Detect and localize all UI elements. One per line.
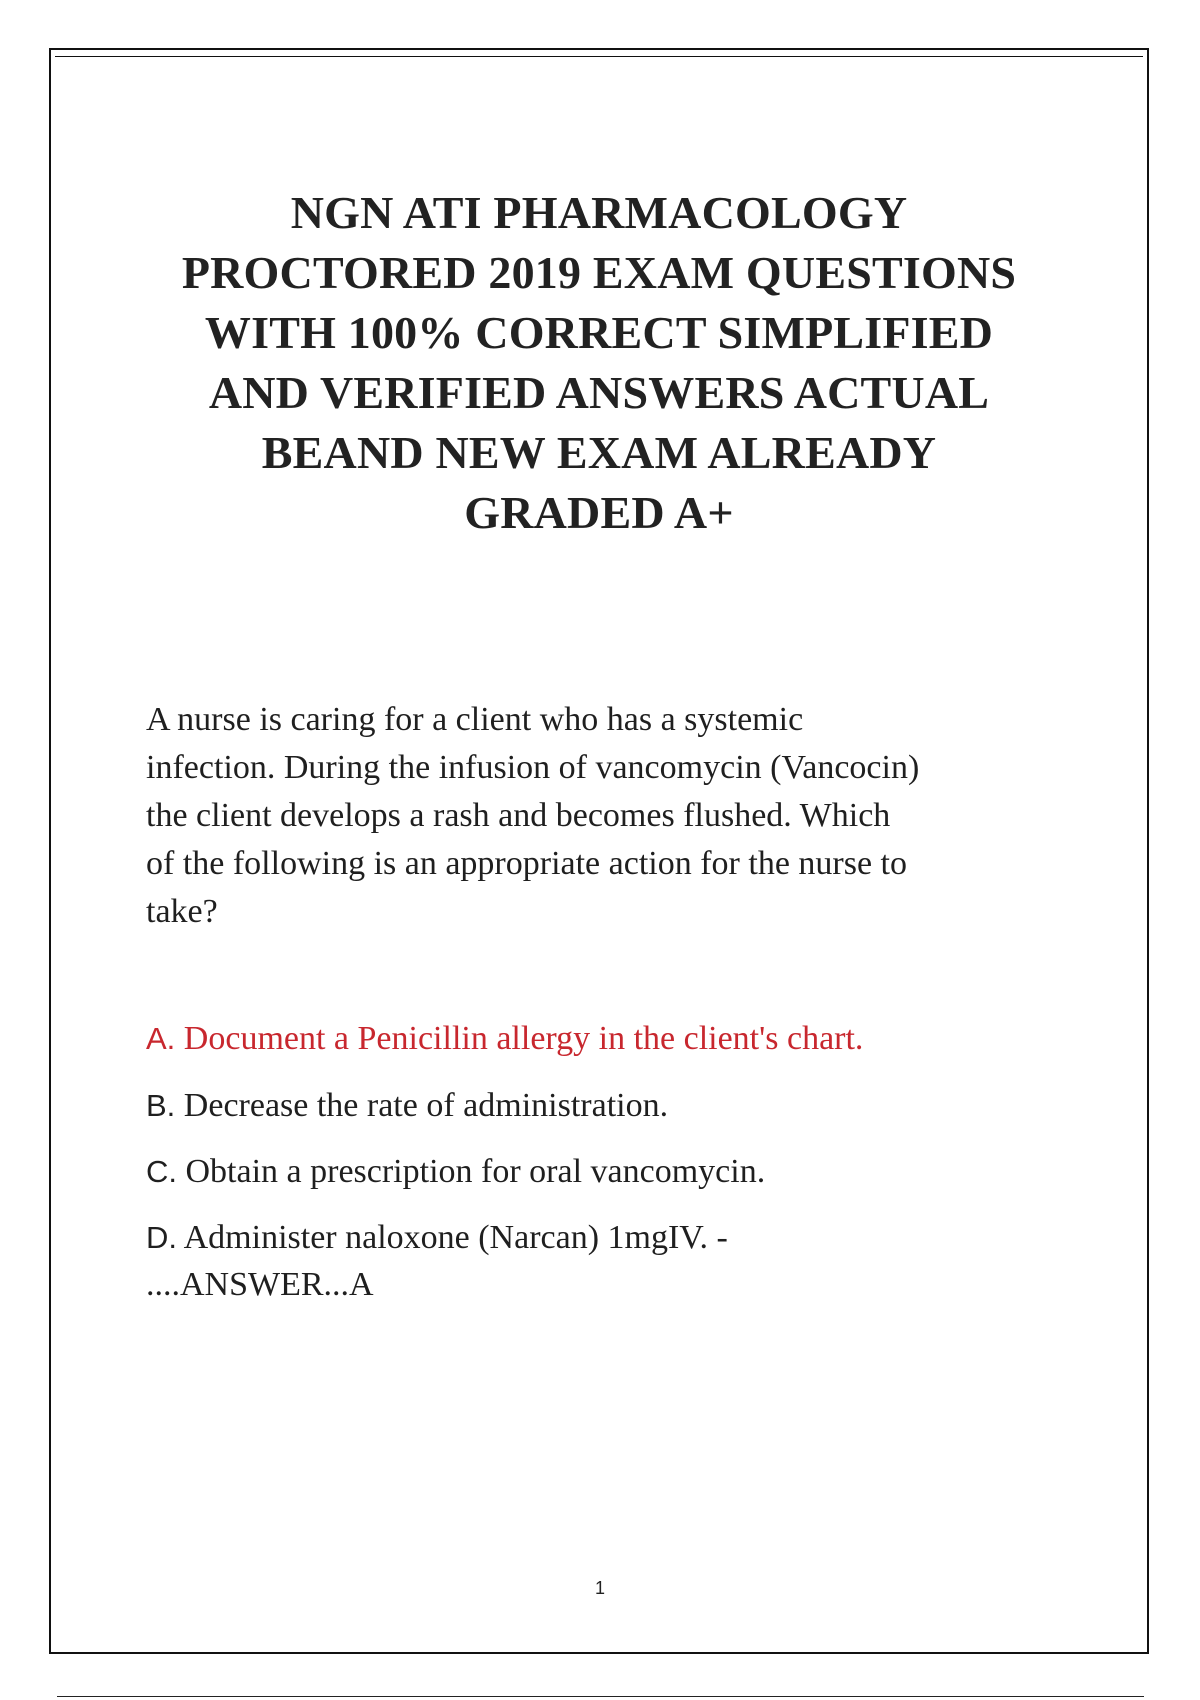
title-line: WITH 100% CORRECT SIMPLIFIED: [204, 307, 994, 358]
question-line: the client develops a rash and becomes flushed. Which: [146, 797, 891, 834]
page-border-inner-rule: [55, 56, 1143, 57]
next-page-rule: [57, 1696, 1144, 1697]
option-letter: C.: [146, 1154, 177, 1189]
title-line: BEAND NEW EXAM ALREADY: [261, 427, 937, 478]
option-d: [146, 1214, 1066, 1262]
option-text: Decrease the rate of administration.: [183, 1087, 669, 1124]
option-text: Document a Penicillin allergy in the client's chart.: [183, 1020, 864, 1057]
option-a: [146, 1015, 1066, 1063]
option-b: [146, 1082, 1066, 1130]
option-text: Administer naloxone (Narcan) 1mgIV. -: [183, 1219, 728, 1256]
title-line: NGN ATI PHARMACOLOGY: [290, 187, 908, 238]
title-line: GRADED A+: [464, 487, 734, 538]
page-number: 1: [594, 1578, 605, 1598]
option-letter: B.: [146, 1088, 176, 1123]
question-line: of the following is an appropriate action for the nurse to: [146, 845, 907, 882]
question-line: infection. During the infusion of vancomycin (Vancocin): [146, 749, 920, 786]
option-text: Obtain a prescription for oral vancomycin.: [185, 1153, 766, 1190]
question-line: A nurse is caring for a client who has a systemic: [146, 701, 804, 738]
answer-key: ....ANSWER...A: [146, 1266, 374, 1303]
document-title: [100, 183, 1098, 543]
option-letter: A.: [146, 1021, 176, 1056]
option-c: [146, 1148, 1066, 1196]
question-text: [146, 696, 1026, 936]
option-letter: D.: [146, 1220, 177, 1255]
question-line: take?: [146, 893, 218, 930]
title-line: AND VERIFIED ANSWERS ACTUAL: [208, 367, 990, 418]
title-line: PROCTORED 2019 EXAM QUESTIONS: [181, 247, 1017, 298]
